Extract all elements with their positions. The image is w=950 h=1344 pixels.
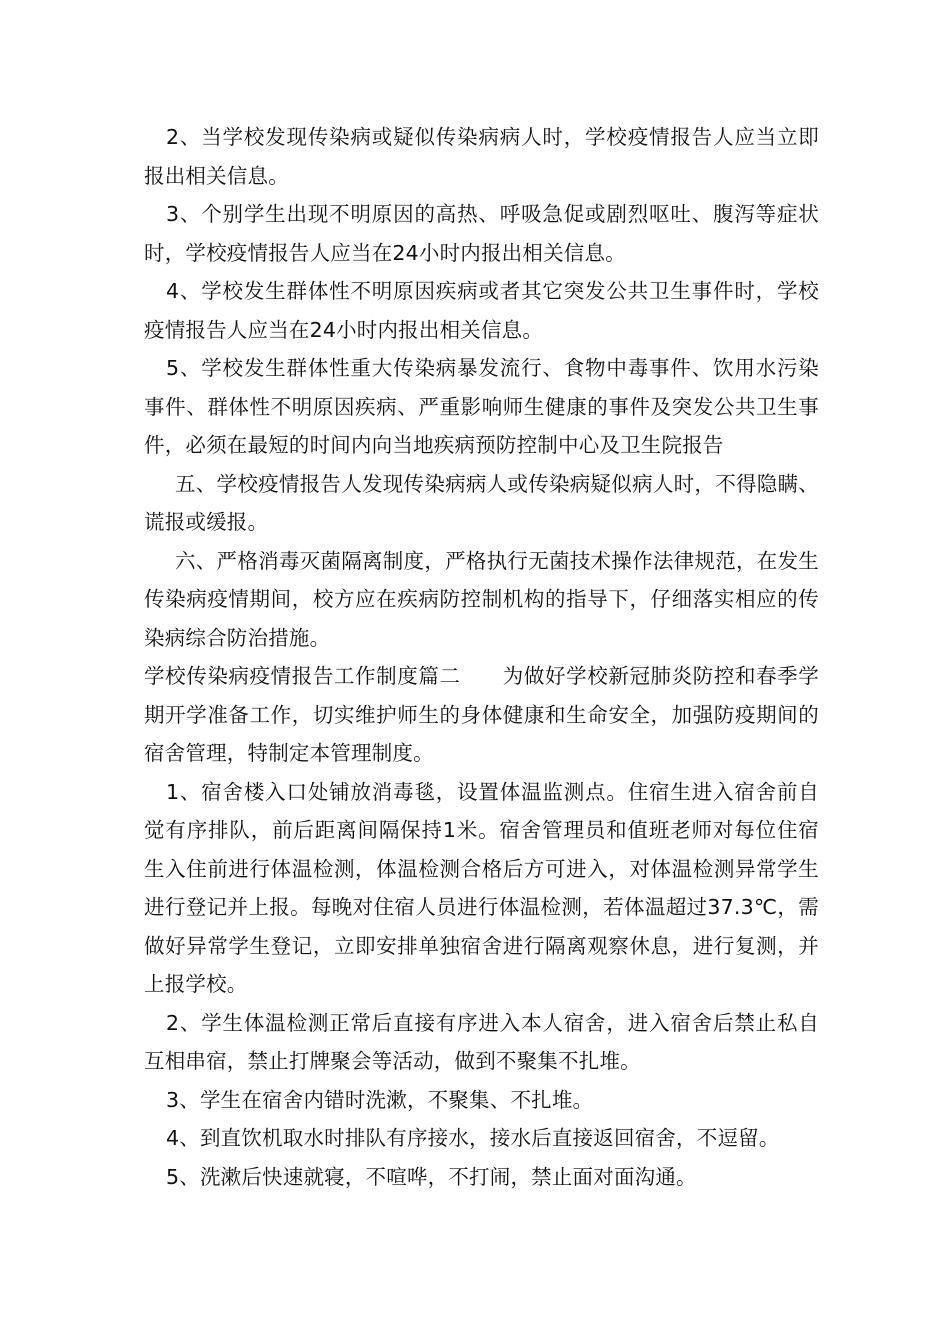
document-body bbox=[144, 118, 819, 1196]
paragraph-report-item-2: 2、当学校发现传染病或疑似传染病病人时，学校疫情报告人应当立即报出相关信息。 bbox=[144, 125, 819, 188]
paragraph-dorm-item-3: 3、学生在宿舍内错时洗漱，不聚集、不扎堆。 bbox=[166, 1087, 594, 1112]
paragraph-part-two-intro: 学校传染病疫情报告工作制度篇二 为做好学校新冠肺炎防控和春季学期开学准备工作，切实维护师生的身体健康和生命安全，加强防疫期间的宿舍管理，特制定本管理制度。 bbox=[144, 664, 819, 765]
paragraph-dorm-item-2: 2、学生体温检测正常后直接有序进入本人宿舍，进入宿舍后禁止私自互相串宿，禁止打牌聚会等活动，做到不聚集不扎堆。 bbox=[144, 1010, 819, 1073]
paragraph-report-item-3: 3、个别学生出现不明原因的高热、呼吸急促或剧烈呕吐、腹泻等症状时，学校疫情报告人应当在24小时内报出相关信息。 bbox=[144, 202, 819, 265]
paragraph-report-item-4: 4、学校发生群体性不明原因疾病或者其它突发公共卫生事件时，学校疫情报告人应当在24小时内报出相关信息。 bbox=[144, 279, 819, 342]
paragraph-section-six: 六、严格消毒灭菌隔离制度，严格执行无菌技术操作法律规范，在发生传染病疫情期间，校方应在疾病防控制机构的指导下，仔细落实相应的传染病综合防治措施。 bbox=[144, 548, 819, 650]
paragraph-dorm-item-5: 5、洗漱后快速就寝，不喧哗，不打闹，禁止面对面沟通。 bbox=[166, 1164, 697, 1189]
paragraph-section-five: 五、学校疫情报告人发现传染病病人或传染病疑似病人时，不得隐瞒、谎报或缓报。 bbox=[144, 471, 819, 534]
paragraph-report-item-5: 5、学校发生群体性重大传染病暴发流行、食物中毒事件、饮用水污染事件、群体性不明原因疾病、严重影响师生健康的事件及突发公共卫生事件，必须在最短的时间内向当地疾病预防控制中心及卫生院报告 bbox=[144, 356, 819, 457]
paragraph-dorm-item-4: 4、到直饮机取水时排队有序接水，接水后直接返回宿舍，不逗留。 bbox=[166, 1126, 780, 1150]
paragraph-dorm-item-1: 1、宿舍楼入口处铺放消毒毯，设置体温监测点。住宿生进入宿舍前自觉有序排队，前后距离间隔保持1米。宿舍管理员和值班老师对每位住宿生入住前进行体温检测，体温检测合格后方可进入，对体温检测异常学生进行登记并上报。每晚对住宿人员进行体温检测，若体温超过37.3℃，需做好异常学生登记，立即安排单独宿舍进行隔离观察休息，进行复测，并上报学校。 bbox=[144, 779, 819, 996]
